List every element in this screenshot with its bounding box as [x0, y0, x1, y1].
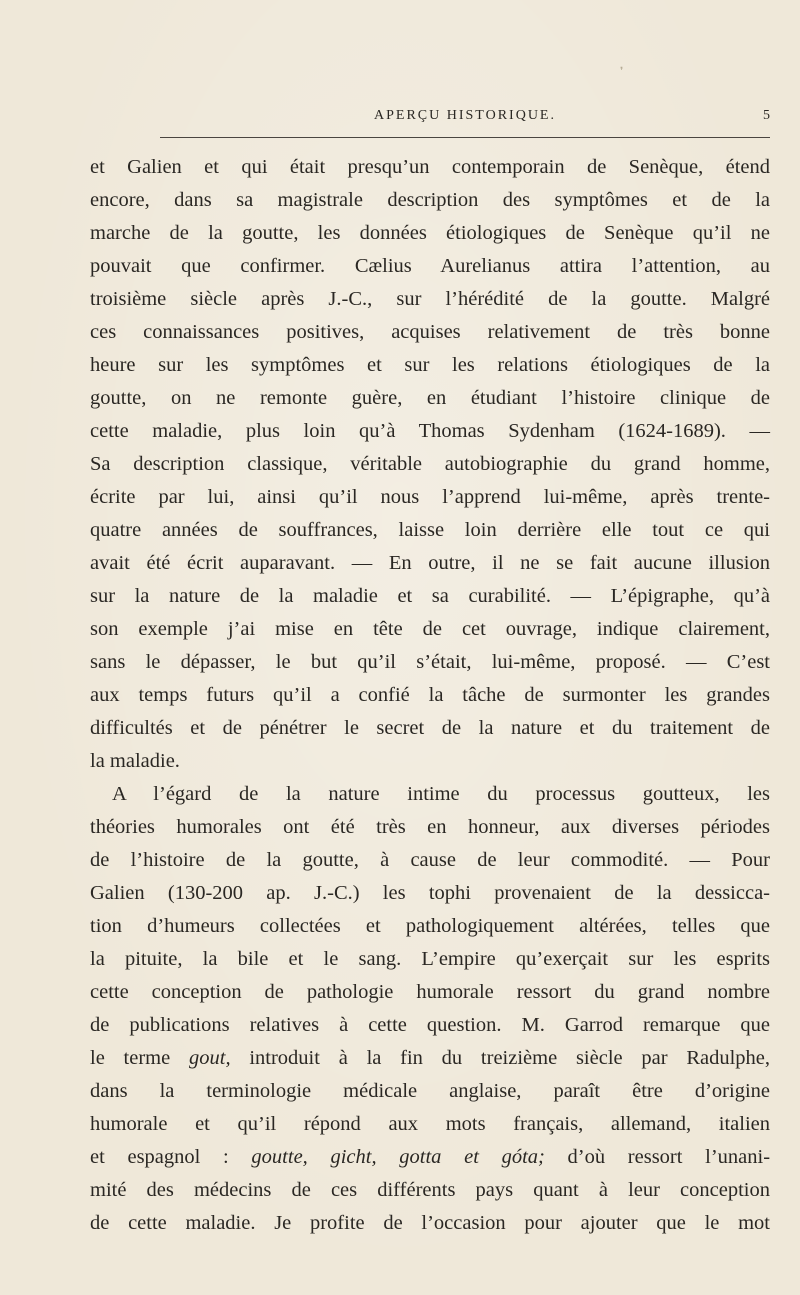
text-line: son exemple j’ai mise en tête de cet ouvrage, indique clairement,	[90, 618, 770, 640]
italic-term: góta;	[501, 1146, 545, 1168]
text-line: sans le dépasser, le but qu’il s’était, lui-même, proposé. — C’est	[90, 651, 770, 673]
text-line: heure sur les symptômes et sur les relations étiologiques de la	[90, 354, 770, 376]
text-line: tion d’humeurs collectées et pathologiquement altérées, telles que	[90, 915, 770, 937]
text-line: difficultés et de pénétrer le secret de la nature et du traitement de	[90, 717, 770, 739]
text-line: la maladie.	[90, 750, 180, 772]
text-line: humorale et qu’il répond aux mots français, allemand, italien	[90, 1113, 770, 1135]
text-line	[90, 1141, 770, 1174]
text-line: de cette maladie. Je profite de l’occasion pour ajouter que le mot	[90, 1212, 770, 1234]
text-line: écrite par lui, ainsi qu’il nous l’apprend lui-même, après trente-	[90, 486, 770, 508]
text-line: théories humorales ont été très en honneur, aux diverses périodes	[90, 816, 770, 838]
text-line: quatre années de souffrances, laisse loin derrière elle tout ce qui	[90, 519, 770, 541]
text-line: goutte, on ne remonte guère, en étudiant l’histoire clinique de	[90, 387, 770, 409]
body-text	[90, 151, 770, 1240]
text-line: et Galien et qui était presqu’un contemporain de Senèque, étend	[90, 156, 770, 178]
header-rule	[160, 137, 770, 138]
page-speck: ❜	[620, 66, 624, 77]
text-segment: le terme	[90, 1047, 171, 1069]
text-line: Sa description classique, véritable autobiographie du grand homme,	[90, 453, 770, 475]
text-line: troisième siècle après J.-C., sur l’hérédité de la goutte. Malgré	[90, 288, 770, 310]
text-line: A l’égard de la nature intime du processus goutteux, les	[112, 783, 770, 805]
page-header	[160, 106, 770, 130]
text-line: de l’histoire de la goutte, à cause de leur commodité. — Pour	[90, 849, 770, 871]
text-segment: d’où ressort l’unani-	[567, 1146, 771, 1168]
text-line: ces connaissances positives, acquises relativement de très bonne	[90, 321, 770, 343]
text-line: cette conception de pathologie humorale ressort du grand nombre	[90, 981, 770, 1003]
text-line	[90, 1042, 770, 1075]
text-line: aux temps futurs qu’il a confié la tâche de surmonter les grandes	[90, 684, 770, 706]
text-line: dans la terminologie médicale anglaise, paraît être d’origine	[90, 1080, 770, 1102]
text-line: cette maladie, plus loin qu’à Thomas Sydenham (1624-1689). —	[90, 420, 770, 442]
italic-term: gout,	[189, 1047, 231, 1069]
text-segment: et espagnol :	[90, 1146, 229, 1168]
text-line: mité des médecins de ces différents pays quant à leur conception	[90, 1179, 770, 1201]
text-line: de publications relatives à cette question. M. Garrod remarque que	[90, 1014, 770, 1036]
running-head: APERÇU HISTORIQUE.	[374, 108, 556, 123]
text-segment: introduit à la fin du treizième siècle par Radulphe,	[249, 1047, 771, 1069]
italic-term: goutte, gicht, gotta	[251, 1146, 442, 1168]
text-line: Galien (130-200 ap. J.-C.) les tophi provenaient de la dessicca-	[90, 882, 770, 904]
text-line: la pituite, la bile et le sang. L’empire qu’exerçait sur les esprits	[90, 948, 770, 970]
text-line: pouvait que confirmer. Cælius Aurelianus attira l’attention, au	[90, 255, 770, 277]
italic-term: et	[464, 1146, 479, 1168]
text-line: marche de la goutte, les données étiologiques de Senèque qu’il ne	[90, 222, 770, 244]
text-line: avait été écrit auparavant. — En outre, il ne se fait aucune illusion	[90, 552, 770, 574]
text-line: sur la nature de la maladie et sa curabilité. — L’épigraphe, qu’à	[90, 585, 770, 607]
page-number: 5	[763, 108, 770, 123]
text-line: encore, dans sa magistrale description des symptômes et de la	[90, 189, 770, 211]
